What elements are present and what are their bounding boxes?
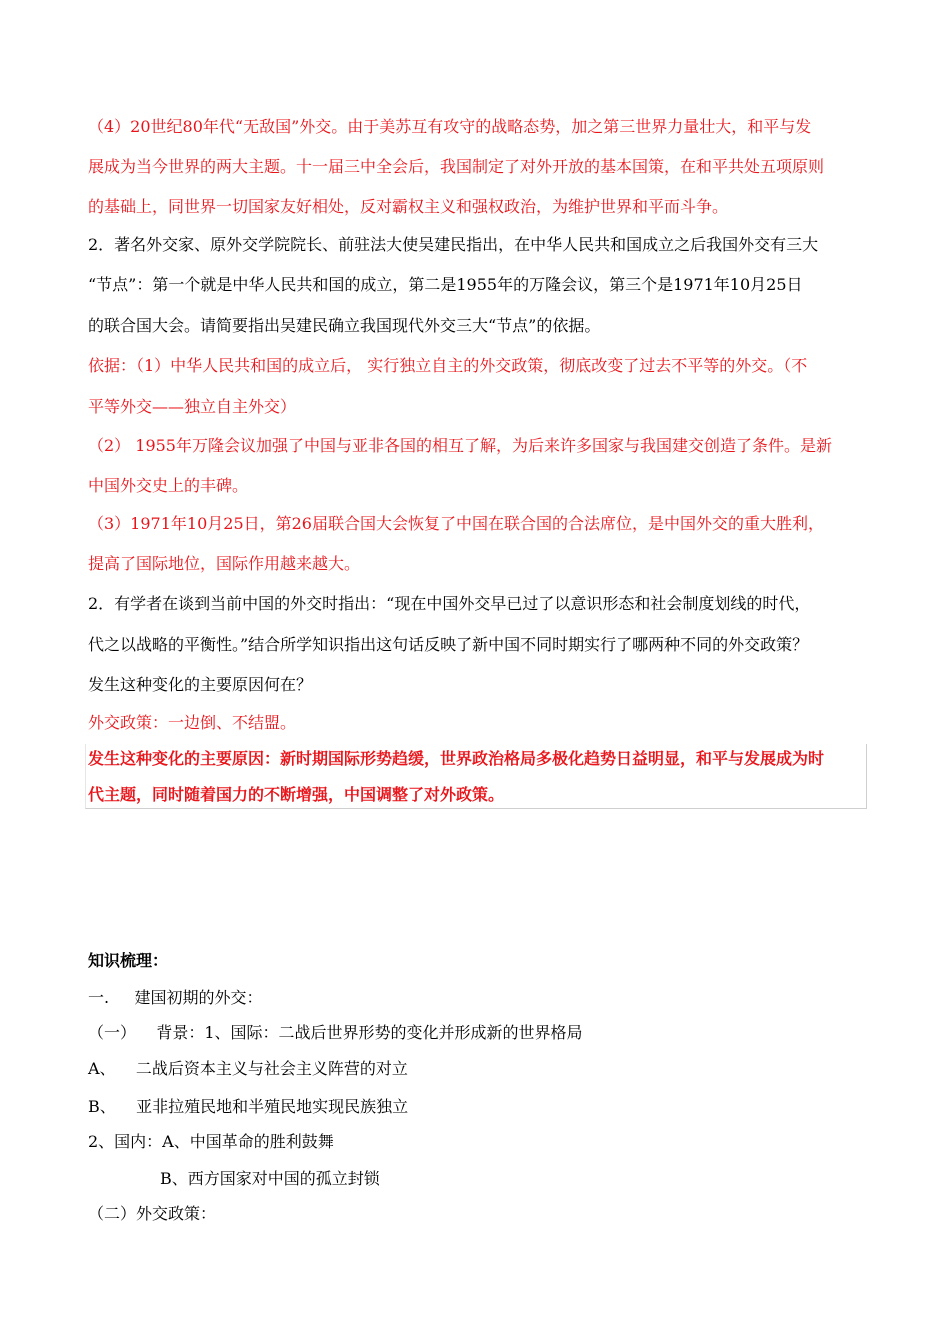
answer2-line-1: 依据：（1）中华人民共和国的成立后， 实行独立自主的外交政策，彻底改变了过去不平等的外交。（不 bbox=[88, 356, 808, 375]
section4-line-2: 展成为当今世界的两大主题。十一届三中全会后，我国制定了对外开放的基本国策，在和平共处五项原则 bbox=[88, 157, 825, 176]
knowledge-item-7: （二）外交政策： bbox=[88, 1204, 217, 1223]
answer2-line-5: （3）1971年10月25日，第26届联合国大会恢复了中国在联合国的合法席位，是中国外交的重大胜利， bbox=[88, 514, 824, 533]
section4-line-3: 的基础上，同世界一切国家友好相处，反对霸权主义和强权政治，为维护世界和平而斗争。 bbox=[88, 197, 729, 216]
question3-line-2: 代之以战略的平衡性。”结合所学知识指出这句话反映了新中国不同时期实行了哪两种不同的外交政策？ bbox=[88, 635, 809, 654]
answer3-policy-line: 外交政策：一边倒、不结盟。 bbox=[88, 713, 297, 732]
question2-line-3: 的联合国大会。请简要指出吴建民确立我国现代外交三大“节点”的依据。 bbox=[88, 316, 601, 335]
answer3-reason-line-2: 代主题，同时随着国力的不断增强，中国调整了对外政策。 bbox=[88, 785, 505, 804]
answer2-line-4: 中国外交史上的丰碑。 bbox=[88, 476, 249, 495]
question3-line-3: 发生这种变化的主要原因何在？ bbox=[88, 675, 313, 694]
question3-line-1: 2．有学者在谈到当前中国的外交时指出：“现在中国外交早已过了以意识形态和社会制度划线的时代， bbox=[88, 594, 811, 613]
knowledge-heading: 知识梳理： bbox=[88, 951, 169, 970]
knowledge-item-3: A、 二战后资本主义与社会主义阵营的对立 bbox=[88, 1059, 408, 1078]
question2-line-2: “节点”：第一个就是中华人民共和国的成立，第二是1955年的万隆会议，第三个是1971年10月25日 bbox=[88, 275, 803, 294]
knowledge-item-2: （一） 背景：1、国际：二战后世界形势的变化并形成新的世界格局 bbox=[88, 1023, 583, 1042]
answer2-line-2: 平等外交——独立自主外交） bbox=[88, 397, 297, 416]
knowledge-item-1: 一. 建国初期的外交： bbox=[88, 988, 263, 1007]
answer3-reason-box bbox=[85, 744, 867, 809]
answer3-reason-line-1: 发生这种变化的主要原因：新时期国际形势趋缓，世界政治格局多极化趋势日益明显，和平与发展成为时 bbox=[88, 749, 825, 768]
answer2-line-6: 提高了国际地位，国际作用越来越大。 bbox=[88, 554, 361, 573]
knowledge-item-6: B、西方国家对中国的孤立封锁 bbox=[160, 1169, 380, 1188]
section4-line-1: （4）20世纪80年代“无敌国”外交。由于美苏互有攻守的战略态势，加之第三世界力量壮大，和平与发 bbox=[88, 117, 812, 136]
question2-line-1: 2．著名外交家、原外交学院院长、前驻法大使吴建民指出，在中华人民共和国成立之后我国外交有三大 bbox=[88, 235, 819, 254]
knowledge-item-4: B、 亚非拉殖民地和半殖民地实现民族独立 bbox=[88, 1097, 409, 1116]
answer2-line-3: （2） 1955年万隆会议加强了中国与亚非各国的相互了解，为后来许多国家与我国建交创造了条件。是新 bbox=[88, 436, 832, 455]
knowledge-item-5: 2、国内：A、中国革命的胜利鼓舞 bbox=[88, 1132, 334, 1151]
